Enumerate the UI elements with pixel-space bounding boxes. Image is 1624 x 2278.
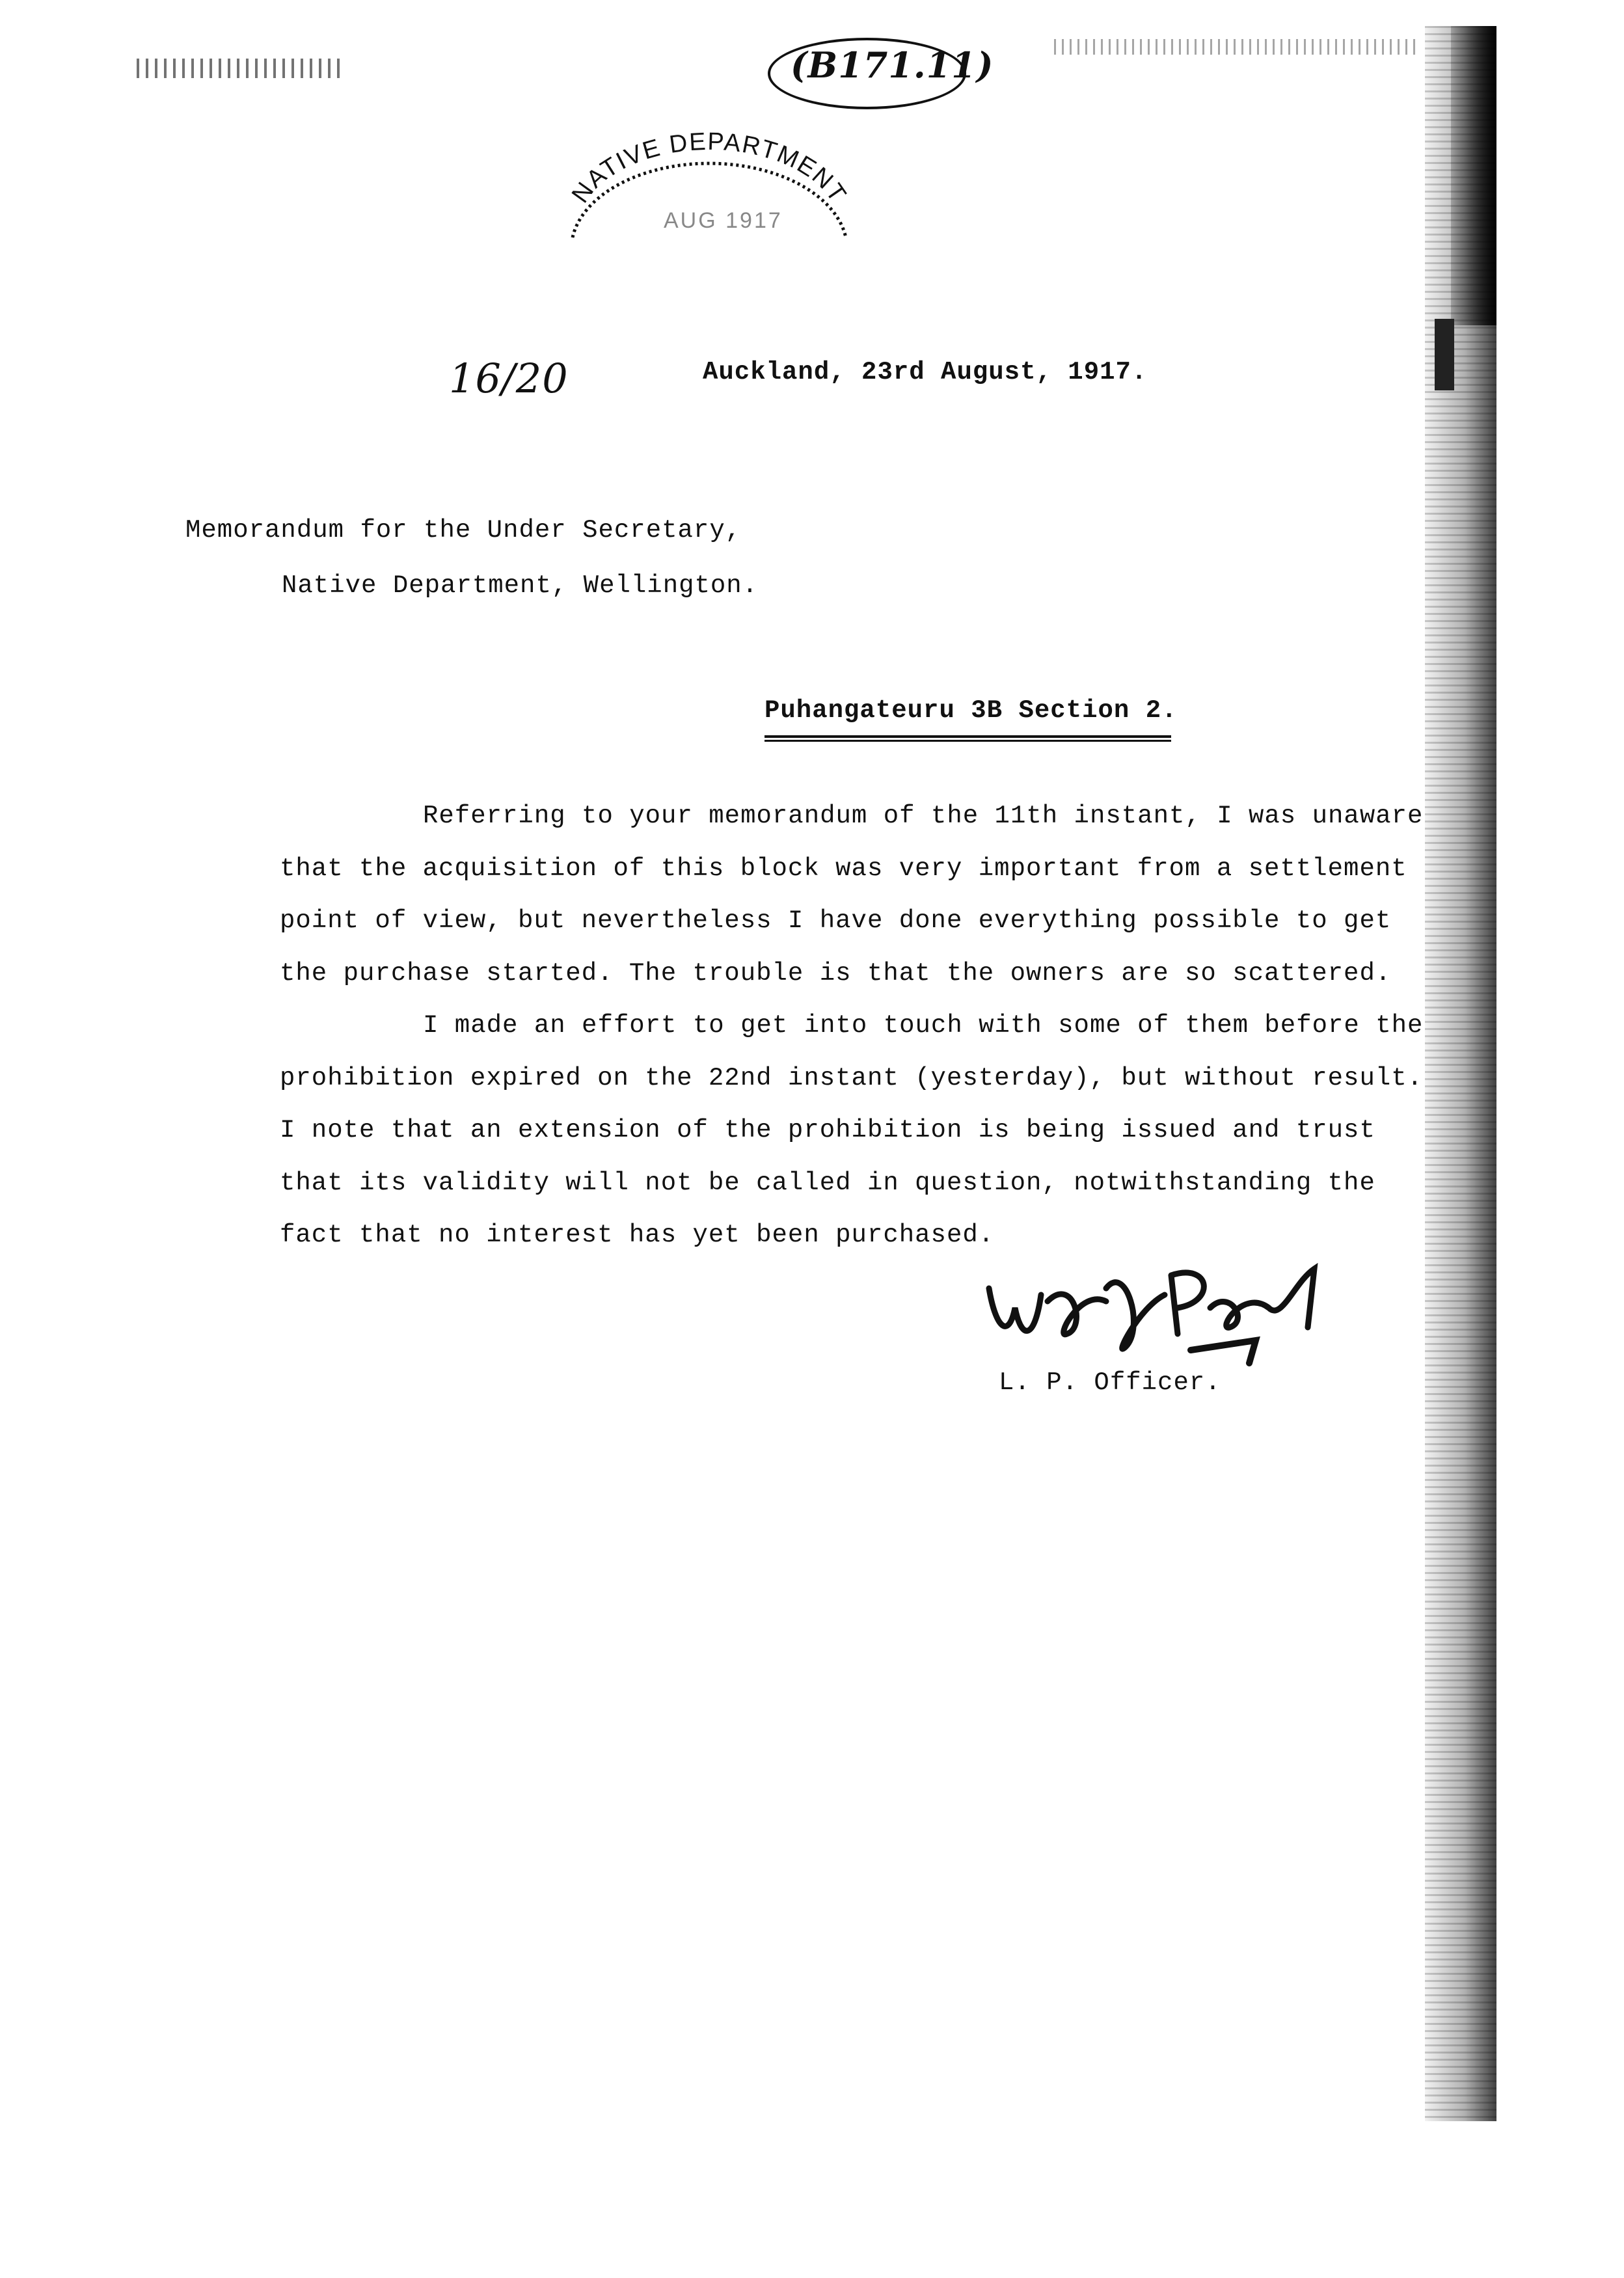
subject-line: Puhangateuru 3B Section 2.: [765, 696, 1178, 725]
svg-text:NATIVE DEPARTMENT: [567, 128, 852, 208]
body-line-4: the purchase started. The trouble is that the owners are so scattered.: [280, 959, 1392, 988]
body-line-8: that its validity will not be called in question, notwithstanding the: [280, 1169, 1375, 1197]
department-stamp: [547, 124, 872, 286]
body-line-3: point of view, but nevertheless I have done everything possible to get: [280, 906, 1392, 935]
recipient-line-1: Memorandum for the Under Secretary,: [185, 516, 742, 545]
body-line-2: that the acquisition of this block was very important from a settlement: [280, 854, 1407, 883]
body-line-1: Referring to your memorandum of the 11th instant, I was unaware: [423, 802, 1424, 830]
body-line-9: fact that no interest has yet been purchased.: [280, 1221, 995, 1249]
handwritten-signature: [976, 1249, 1366, 1366]
reference-number: (B171.11): [791, 44, 994, 86]
body-line-6: prohibition expired on the 22nd instant (yesterday), but without result.: [280, 1064, 1424, 1092]
scan-smudge: [1054, 39, 1418, 55]
recipient-line-2: Native Department, Wellington.: [282, 571, 759, 600]
date-line: Auckland, 23rd August, 1917.: [703, 358, 1148, 386]
file-note: 16/20: [449, 355, 569, 402]
signatory-title: L. P. Officer.: [999, 1368, 1221, 1397]
stamp-date: AUG 1917: [664, 208, 783, 233]
body-line-5: I made an effort to get into touch with some of them before the: [423, 1011, 1424, 1040]
scan-edge-shadow: [1451, 26, 1496, 325]
scan-edge-mark: [1435, 319, 1454, 390]
scan-smudge: [137, 59, 345, 78]
subject-underline: [765, 735, 1171, 742]
body-line-7: I note that an extension of the prohibition is being issued and trust: [280, 1116, 1375, 1145]
stamp-department-text: NATIVE DEPARTMENT: [566, 128, 852, 208]
